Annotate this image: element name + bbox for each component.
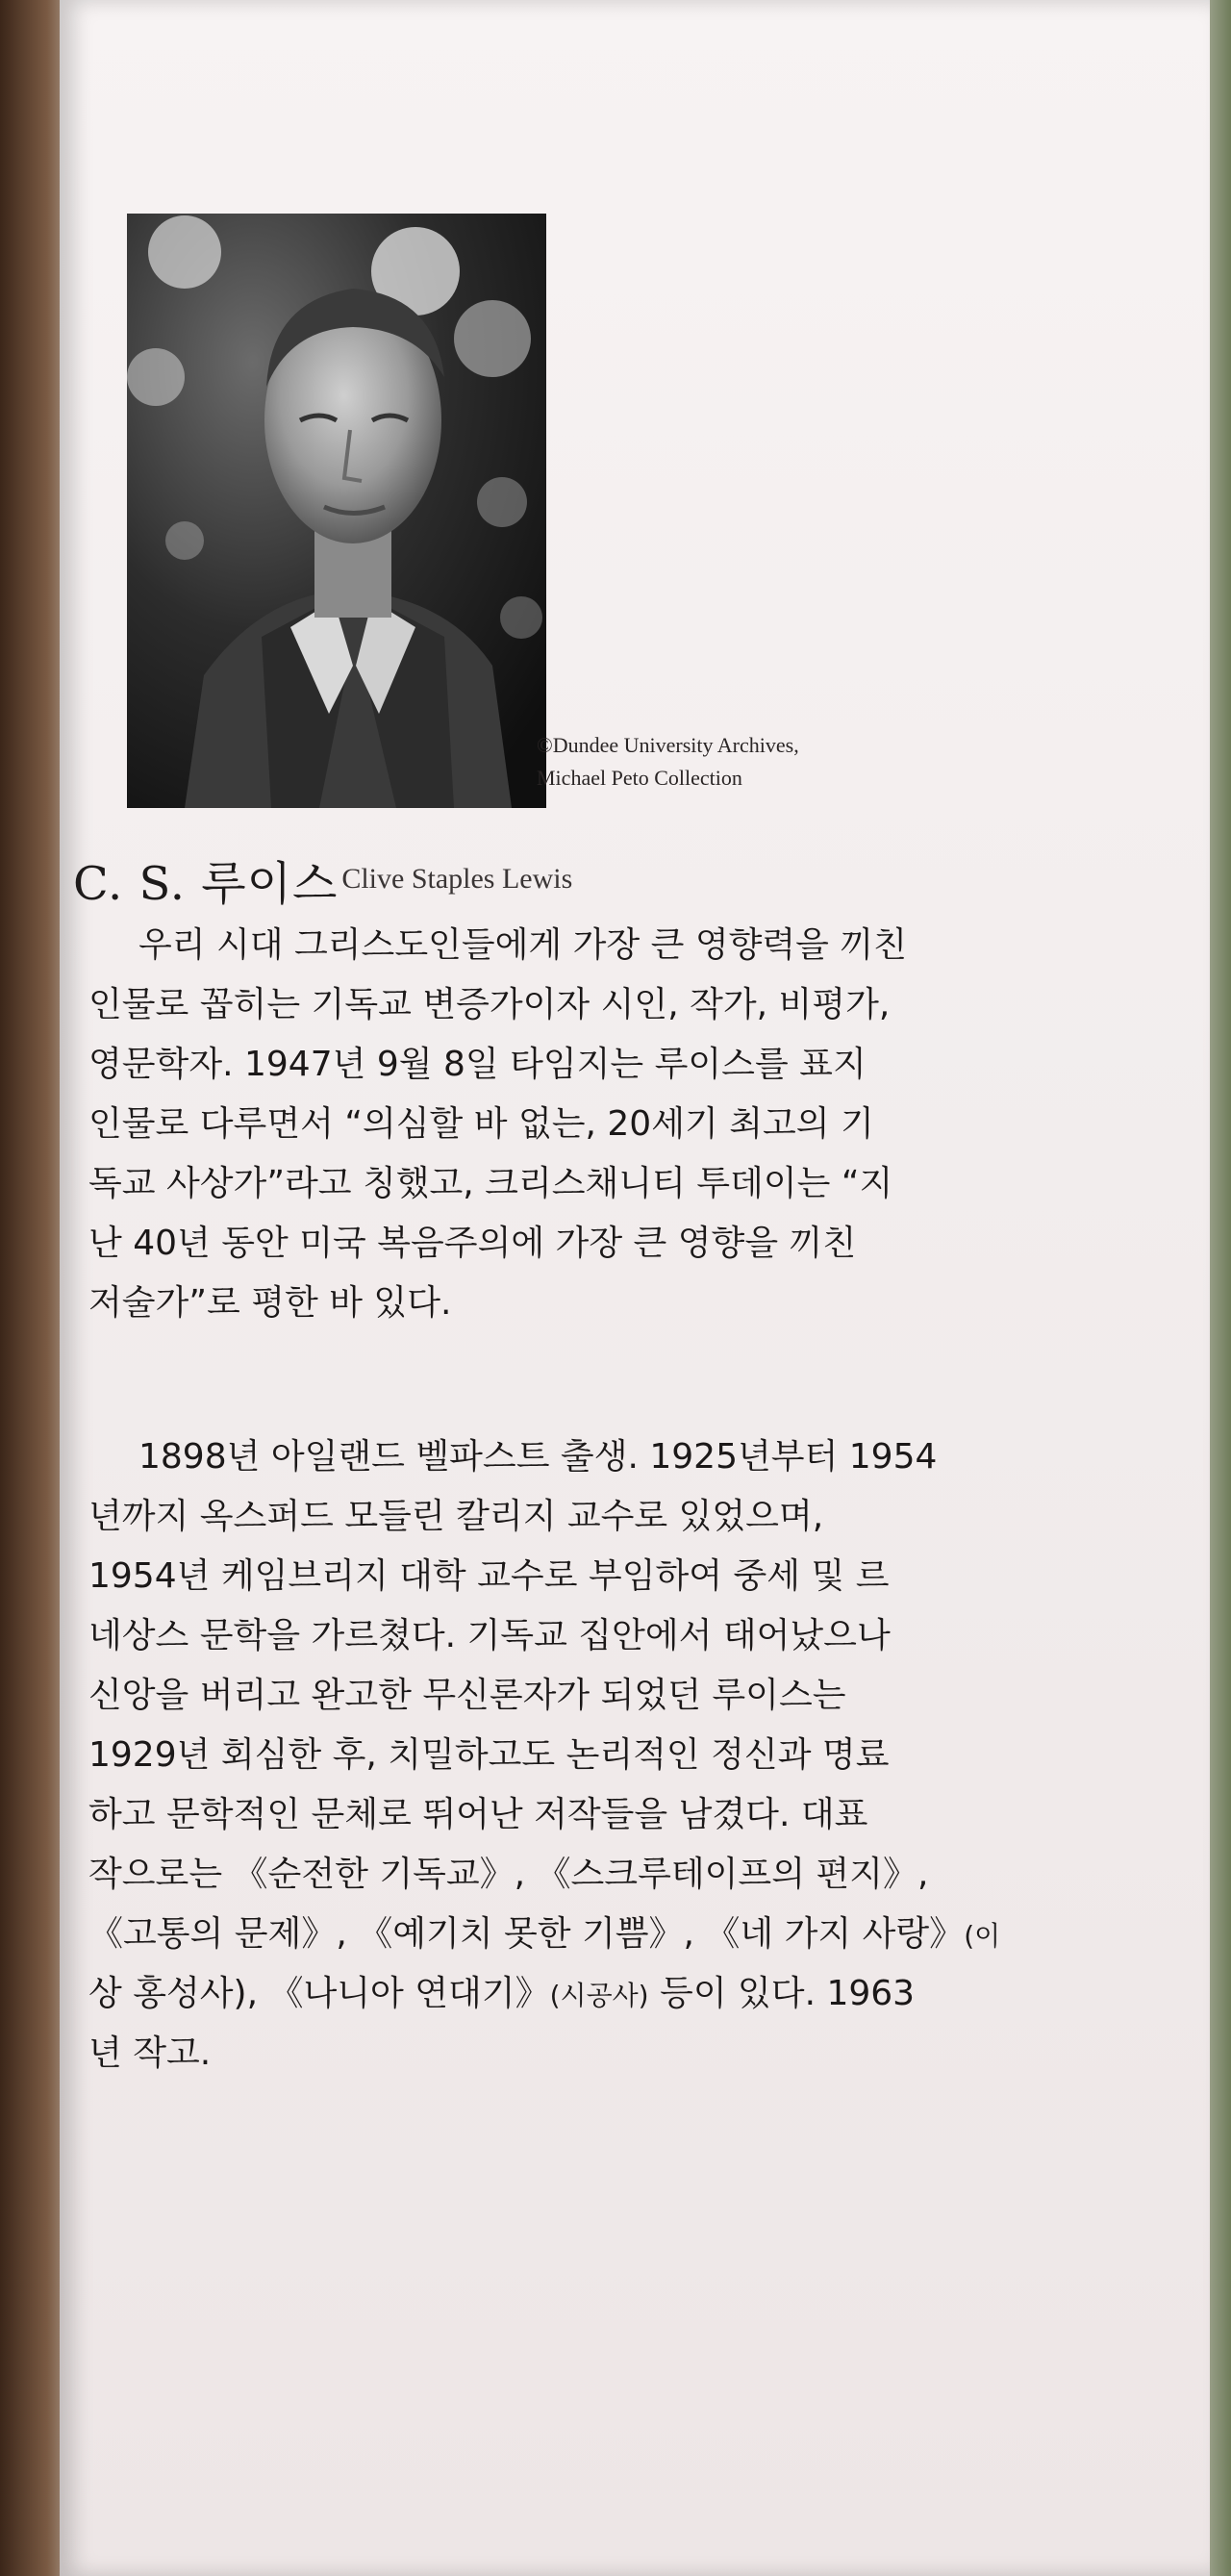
text-line xyxy=(88,1964,1098,2024)
photo-credit xyxy=(537,729,941,795)
author-name-english: Clive Staples Lewis xyxy=(341,863,573,895)
author-biography-paragraph xyxy=(88,1427,1098,2084)
text-line: 년 작고. xyxy=(88,2033,212,2073)
text-line: 년까지 옥스퍼드 모들린 칼리지 교수로 있었으며, xyxy=(88,1497,824,1536)
text-line: 신앙을 버리고 완고한 무신론자가 되었던 루이스는 xyxy=(88,1676,846,1715)
publisher-note: (시공사) xyxy=(549,1980,649,2011)
text-line: 1954년 케임브리지 대학 교수로 부임하여 중세 및 르 xyxy=(88,1556,890,1596)
works-list-text: 《고통의 문제》, 《예기치 못한 기쁨》, 《네 가지 사랑》 xyxy=(88,1914,965,1954)
works-list-text: 상 홍성사), 《나니아 연대기》 xyxy=(88,1974,550,2013)
text-line: 인물로 꼽히는 기독교 변증가이자 시인, 작가, 비평가, xyxy=(88,985,891,1024)
text-line: 하고 문학적인 문체로 뛰어난 저작들을 남겼다. 대표 xyxy=(88,1795,868,1834)
text-line: 우리 시대 그리스도인들에게 가장 큰 영향력을 끼친 xyxy=(138,925,907,965)
book-flap-page xyxy=(60,0,1210,2576)
text-line: 인물로 다루면서 “의심할 바 없는, 20세기 최고의 기 xyxy=(88,1104,874,1144)
text-line: 난 40년 동안 미국 복음주의에 가장 큰 영향을 끼친 xyxy=(88,1224,857,1263)
author-name-korean: C. S. 루이스 xyxy=(73,857,339,911)
author-portrait-photo xyxy=(127,214,546,808)
book-spine-shadow xyxy=(0,0,67,2576)
publisher-note: (이 xyxy=(964,1920,1001,1952)
text-line: 1929년 회심한 후, 치밀하고도 논리적인 정신과 명료 xyxy=(88,1735,890,1775)
photo-credit-line1: ©Dundee University Archives, xyxy=(537,733,799,757)
table-edge xyxy=(1208,0,1231,2576)
closing-text: 등이 있다. 1963 xyxy=(648,1974,916,2013)
text-line: 저술가”로 평한 바 있다. xyxy=(88,1283,452,1323)
text-line: 독교 사상가”라고 칭했고, 크리스채니티 투데이는 “지 xyxy=(88,1164,893,1203)
text-line: 1898년 아일랜드 벨파스트 출생. 1925년부터 1954 xyxy=(138,1437,938,1477)
author-intro-paragraph xyxy=(88,916,1098,1333)
text-line: 영문학자. 1947년 9월 8일 타임지는 루이스를 표지 xyxy=(88,1045,867,1084)
text-line: 작으로는 《순전한 기독교》, 《스크루테이프의 편지》, xyxy=(88,1855,929,1894)
author-heading xyxy=(73,846,572,913)
text-line xyxy=(88,1905,1098,1964)
photo-credit-line2: Michael Peto Collection xyxy=(537,766,742,790)
text-line: 네상스 문학을 가르쳤다. 기독교 집안에서 태어났으나 xyxy=(88,1616,891,1655)
